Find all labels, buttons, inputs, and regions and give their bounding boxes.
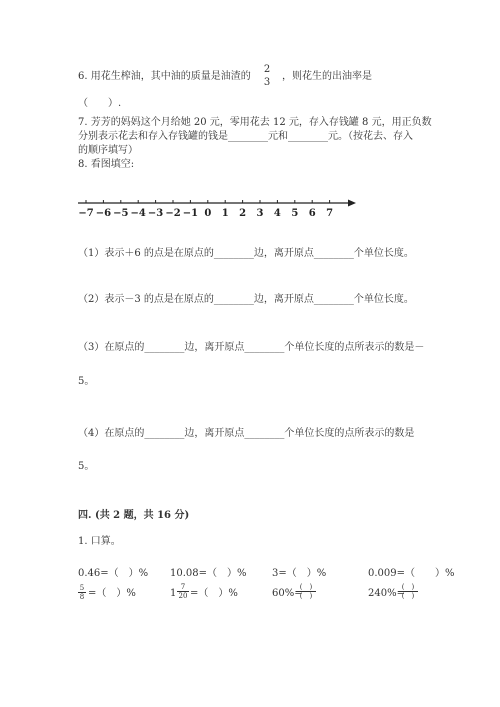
number-line-label: −4 [130,208,146,219]
q7-line1: 7. 芳芳的妈妈这个月给她 20 元，零用花去 12 元，存入存钱罐 8 元，用正负数 [78,117,432,128]
calc-item-6-fraction [177,583,189,600]
q8-part3: （3）在原点的________边，离开原点________个单位长度的点所表示的数是－ [78,342,425,353]
number-line-label: 6 [308,208,316,219]
calc-item-7-fraction [296,583,316,600]
q7-line2: 分别表示花去和存入存钱罐的钱是________元和________元。（按花去、存入 [78,131,413,142]
calc-item-5-rest: =（ ）% [88,588,136,599]
fraction-numerator: ( ) [398,583,418,592]
q7-line3: 的顺序填写） [78,145,138,156]
calc-item-6-rest: =（ ）% [190,588,238,599]
fraction-numerator: 5 [79,584,85,592]
q8-part2: （2）表示－3 的点是在原点的________边，离开原点________个单位长度。 [78,294,414,305]
section-4-title: 四. (共 2 题，共 16 分) [78,510,190,521]
number-line-label: 2 [239,208,247,219]
number-line-label: 7 [326,208,334,219]
number-line-label: 0 [204,208,212,219]
calc-item-5-fraction [78,584,86,601]
calc-item-6-whole: 1 [170,588,177,599]
q6-fraction-denominator: 3 [263,77,271,88]
fraction-numerator: 7 [177,583,189,592]
calc-item-8-fraction [398,583,418,600]
fraction-denominator: 8 [79,593,85,601]
q8-part3-continued: 5。 [78,376,95,387]
calc-item-1: 0.46=（ ）% [78,568,149,579]
q6-fraction-numerator: 2 [263,64,271,75]
number-line-label: −7 [78,208,94,219]
calc-item-4: 0.009=（ ）% [368,568,455,579]
number-line-label: −3 [147,208,164,219]
number-line-label: −1 [182,208,199,219]
fraction-denominator: 20 [178,592,188,600]
fraction-denominator: ( ) [299,592,313,600]
fraction-numerator: ( ) [296,583,316,592]
q8-part1: （1）表示＋6 的点是在原点的________边，离开原点________个单位长度。 [78,248,414,259]
q6-text-after: ，则花生的出油率是 [282,71,372,82]
q6-fraction [262,64,272,88]
calc-item-2: 10.08=（ ）% [170,568,247,579]
number-line-arrow-icon [348,200,356,207]
fraction-denominator: ( ) [401,592,415,600]
number-line-label: 4 [273,208,281,219]
q8-part4-continued: 5。 [78,461,95,472]
q8-part4: （4）在原点的________边，离开原点________个单位长度的点所表示的数是 [78,428,415,439]
number-line-label: −2 [165,208,181,219]
number-line-label: −5 [113,208,129,219]
calc-item-7: 60%= [272,588,303,599]
number-line-label: 1 [221,208,229,219]
q8-title: 8. 看图填空: [78,159,135,170]
section-4-q1: 1. 口算。 [78,536,121,547]
number-line-label: 3 [256,208,264,219]
calc-item-3: 3=（ ）% [272,568,327,579]
number-line [78,192,363,222]
q6-answer-blank: （ ）. [78,98,122,109]
number-line-label: −6 [95,208,112,219]
q6-text: 6. 用花生榨油，其中油的质量是油渣的 [78,71,251,82]
calc-item-8: 240%= [368,588,405,599]
number-line-label: 5 [291,208,299,219]
